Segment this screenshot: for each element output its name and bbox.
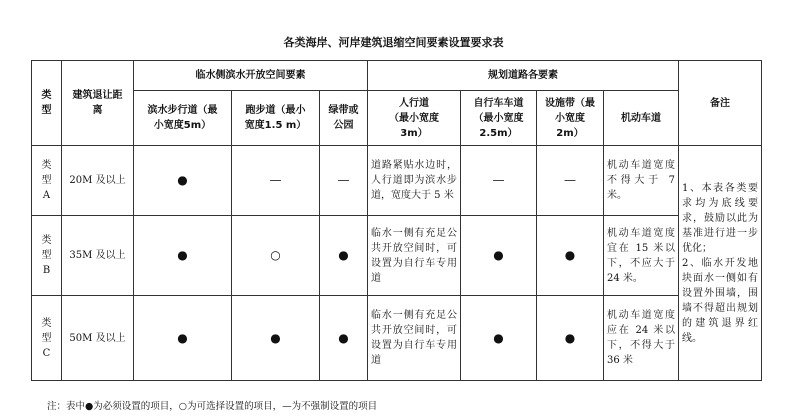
promenade-mark: ● bbox=[134, 146, 232, 216]
running-mark: ● bbox=[232, 296, 320, 381]
row-setback: 50M 及以上 bbox=[62, 296, 134, 381]
header-green: 绿带或 公园 bbox=[320, 91, 368, 146]
row-type: 类 型 A bbox=[32, 146, 62, 216]
sidewalk-note: 道路紧贴水边时，人行道即为滨水步道，宽度大于 5 米 bbox=[368, 146, 461, 216]
running-mark: — bbox=[232, 146, 320, 216]
sidewalk-note: 临水一侧有充足公共开放空间时，可设置为自行车专用道 bbox=[368, 216, 461, 296]
header-type: 类 型 bbox=[32, 61, 62, 146]
sidewalk-note: 临水一侧有充足公共开放空间时，可设置为自行车专用道 bbox=[368, 296, 461, 381]
bike-mark: ● bbox=[461, 296, 537, 381]
header-remark: 备注 bbox=[679, 61, 762, 146]
green-mark: ● bbox=[320, 296, 368, 381]
facility-mark: ● bbox=[537, 296, 604, 381]
table-row bbox=[32, 296, 762, 381]
green-mark: — bbox=[320, 146, 368, 216]
header-bike: 自行车车道 （最小宽度 2.5m） bbox=[461, 91, 537, 146]
header-setback: 建筑退让距 离 bbox=[62, 61, 134, 146]
row-type: 类 型 B bbox=[32, 216, 62, 296]
motor-note: 机动车道宽度不得大于 7 米。 bbox=[604, 146, 679, 216]
remark-text: 1、本表各类要求均为底线要求，鼓励以此为基准进行进一步优化； 2、临水开发地块面水一侧如有设置外围墙，围墙不得超出规划的建筑退界红线。 bbox=[679, 146, 762, 381]
bike-mark: — bbox=[461, 146, 537, 216]
running-mark: ○ bbox=[232, 216, 320, 296]
table-row bbox=[32, 146, 762, 216]
header-road-group: 规划道路各要素 bbox=[368, 61, 679, 91]
promenade-mark: ● bbox=[134, 216, 232, 296]
motor-note: 机动车道宽度应在 24 米以下，不得大于 36 米 bbox=[604, 296, 679, 381]
header-waterfront-group: 临水侧滨水开放空间要素 bbox=[134, 61, 368, 91]
facility-mark: — bbox=[537, 146, 604, 216]
row-type: 类 型 C bbox=[32, 296, 62, 381]
motor-note: 机动车道宽度宜在 15 米以下，不应大于 24 米。 bbox=[604, 216, 679, 296]
header-sidewalk: 人行道 （最小宽度 3m） bbox=[368, 91, 461, 146]
header-running: 跑步道（最小 宽度1.5 m） bbox=[232, 91, 320, 146]
facility-mark: ● bbox=[537, 216, 604, 296]
bike-mark: ● bbox=[461, 216, 537, 296]
header-facility: 设施带（最 小宽度 2m） bbox=[537, 91, 604, 146]
table-title: 各类海岸、河岸建筑退缩空间要素设置要求表 bbox=[283, 36, 504, 49]
requirements-table bbox=[31, 60, 762, 381]
footnote: 注：表中●为必须设置的项目，○为可选择设置的项目，—为不强制设置的项目 bbox=[47, 401, 378, 412]
green-mark: ● bbox=[320, 216, 368, 296]
promenade-mark: ● bbox=[134, 296, 232, 381]
header-motor: 机动车道 bbox=[604, 91, 679, 146]
row-setback: 35M 及以上 bbox=[62, 216, 134, 296]
header-promenade: 滨水步行道（最 小宽度5m） bbox=[134, 91, 232, 146]
table-row bbox=[32, 216, 762, 296]
row-setback: 20M 及以上 bbox=[62, 146, 134, 216]
